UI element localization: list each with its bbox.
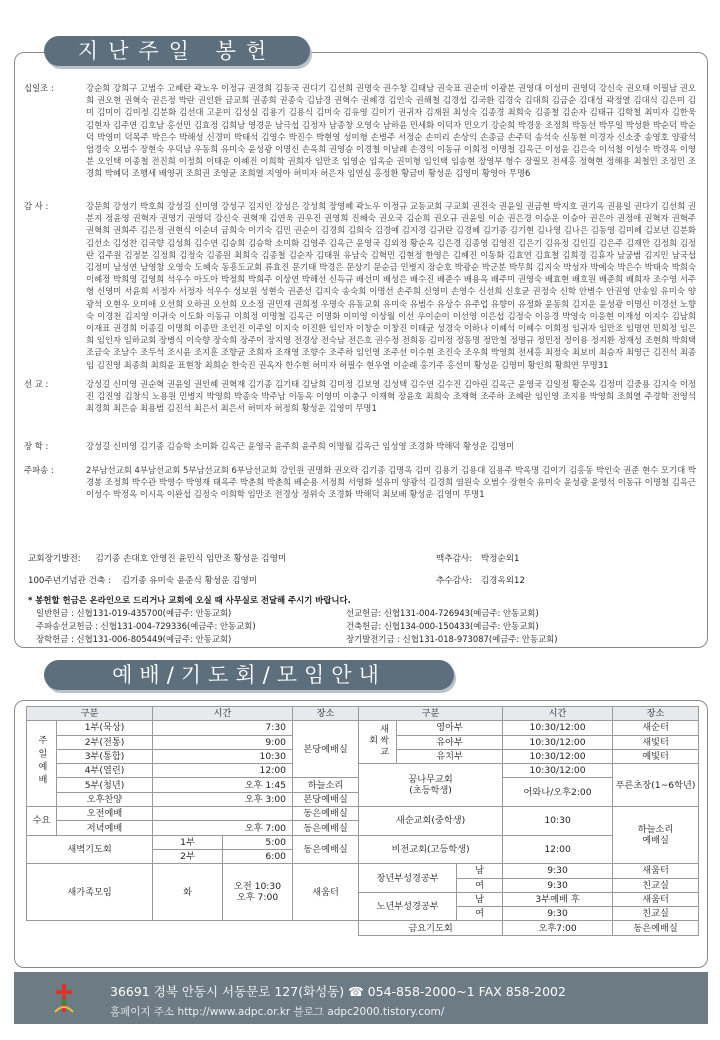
header-category-left: 구분 xyxy=(27,707,153,721)
harvest-row xyxy=(436,552,520,564)
thanksgiving-row xyxy=(436,574,525,586)
infant-time: 10:30/12:00 xyxy=(503,721,613,735)
service-5: 5부(청년) xyxy=(57,778,153,792)
mission-row xyxy=(24,378,704,436)
east-hall-place-2: 동은예배실 xyxy=(293,821,359,835)
centennial-label: 100주년기념관 건축 : xyxy=(28,576,111,586)
senior-male-place: 새움터 xyxy=(613,892,699,906)
toddler-place: 새빛터 xyxy=(613,735,699,749)
table-row xyxy=(27,721,699,735)
adult-female-time: 9:30 xyxy=(503,878,613,892)
new-family-times xyxy=(223,864,293,921)
main-hall-place: 본당예배실 xyxy=(293,721,359,778)
table-row xyxy=(27,921,699,935)
account-scholarship: 장학헌금 : 신협131-006-805449(예금주: 안동교회) xyxy=(36,634,232,644)
header-place-left: 장소 xyxy=(293,707,359,721)
account-building: 건축헌금: 신협134-000-150433(예금주: 안동교회) xyxy=(346,621,539,631)
service-6: 오후찬양 xyxy=(57,792,153,806)
dawn-2: 2부 xyxy=(153,849,223,863)
toddler-time: 10:30/12:00 xyxy=(503,735,613,749)
table-row xyxy=(27,835,699,849)
youth-place-line1: 하늘소리 xyxy=(637,824,674,836)
header-time-left: 시간 xyxy=(153,707,293,721)
centennial-names: 김기종 유미숙 윤준식 황성운 김영미 xyxy=(121,576,258,586)
adult-female: 여 xyxy=(457,878,503,892)
kinder-place: 예빛터 xyxy=(613,749,699,763)
main-hall-place-2: 본당예배실 xyxy=(293,792,359,806)
toddler-dept: 유아부 xyxy=(397,735,503,749)
senior-bible-study: 노년부성경공부 xyxy=(359,892,457,921)
kinder-time: 10:30/12:00 xyxy=(503,749,613,763)
wed-morning: 오전예배 xyxy=(57,807,153,821)
youth-place-line2: 예배실 xyxy=(642,835,669,847)
service-5-time: 오후 1:45 xyxy=(153,778,293,792)
building-fund-label: 교회장기발전: xyxy=(28,554,81,564)
header-category-right: 구분 xyxy=(359,707,503,721)
footer xyxy=(14,972,708,1024)
wed-evening-time: 오후 7:00 xyxy=(153,821,293,835)
dream-church-name: 꿈나무교회 xyxy=(408,774,453,786)
adult-male-place: 새움터 xyxy=(613,864,699,878)
service-1: 1부(묵상) xyxy=(57,721,153,735)
centennial-row xyxy=(28,574,257,586)
adult-male-time: 9:30 xyxy=(503,864,613,878)
sunday-label: 주일예배 xyxy=(27,721,57,807)
offerings-title: 지난주일 봉헌 xyxy=(44,36,310,66)
dream-time-2: 어와나/오후2:00 xyxy=(503,778,613,807)
dispatch-label: 주파송 : xyxy=(24,465,54,475)
dream-place: 푸른초장(1~6학년) xyxy=(613,764,699,807)
friday-prayer: 금요기도회 xyxy=(359,921,503,935)
service-2-time: 9:00 xyxy=(153,735,293,749)
dream-church-sub: (초등학생) xyxy=(409,785,452,797)
wed-evening: 저녁예배 xyxy=(57,821,153,835)
new-family-time-1: 오전 10:30 xyxy=(233,881,282,893)
account-mission: 선교헌금: 신협131-004-726943(예금주: 안동교회) xyxy=(346,608,539,618)
table-row xyxy=(27,764,699,778)
high-school: 비전교회(고등학생) xyxy=(359,835,503,864)
wednesday-label: 수요 xyxy=(27,807,57,836)
middle-school: 새순교회(중학생) xyxy=(359,807,503,836)
table-row xyxy=(27,807,699,821)
thanksgiving-names: 김경옥외12 xyxy=(480,576,525,586)
infant-dept: 영아부 xyxy=(397,721,503,735)
mission-names: 강성길 신미영 권순혁 권윤일 권인혜 권혁재 김기종 김기태 김남희 김미정 김보영 김성택 김수연 김수진 김아린 김옥근 윤영국 김일정 황순옥 김정미 김중용 김지숙 이정진 김진영 김창식 노용원 민병지 박영희 박종숙 박주남 이동옥 이영미 이충구 이재혁 장윤호 최희숙 조재혁 조주하 조혜란 임인영 조지용 박영희 조희열 주경학 전영석 최경희 최은승 최용범 김진석 최은서 최은서 허미자 허정희 황성운 김영미 무명1 xyxy=(86,379,696,414)
scholarship-row xyxy=(24,440,704,456)
footer-address: 36691 경북 안동시 서동문로 127(화성동) ☎ 054-858-2000~1 FAX 858-2002 xyxy=(110,984,566,999)
thanksgiving-label: 추수감사: xyxy=(436,576,473,586)
harvest-label: 맥추감사: xyxy=(436,554,473,564)
senior-male-time: 3부예배 후 xyxy=(503,892,613,906)
service-3-time: 10:30 xyxy=(153,749,293,763)
harvest-names: 박정순외1 xyxy=(480,554,520,564)
building-fund-names: 김기종 손대호 안영진 윤민식 임만조 황성운 김영미 xyxy=(95,554,287,564)
service-3: 3부(통합) xyxy=(57,749,153,763)
high-school-time: 12:00 xyxy=(503,835,613,864)
dawn-1-time: 5:00 xyxy=(223,835,293,849)
new-family: 새가족모임 xyxy=(27,864,153,921)
building-fund-row xyxy=(28,552,286,564)
dawn-1: 1부 xyxy=(153,835,223,849)
mission-label: 선 교 : xyxy=(24,379,49,389)
dream-time-1: 10:30/12:00 xyxy=(503,764,613,778)
senior-female: 여 xyxy=(457,907,503,921)
dawn-prayer: 새벽기도회 xyxy=(27,835,153,864)
youth-place xyxy=(613,807,699,864)
infant-place: 새순터 xyxy=(613,721,699,735)
adult-bible-study: 장년부성경공부 xyxy=(359,864,457,893)
adult-male: 남 xyxy=(457,864,503,878)
new-family-day: 화 xyxy=(153,864,223,921)
kinder-dept: 유치부 xyxy=(397,749,503,763)
service-4: 4부(열린) xyxy=(57,764,153,778)
dream-church xyxy=(359,764,503,807)
account-longterm: 장기발전기금 : 신협131-018-973087(예금주: 안동교회) xyxy=(346,634,558,644)
worship-schedule-table xyxy=(26,706,699,936)
nursery-label: 새싹교회 xyxy=(359,721,397,764)
empty-cell xyxy=(27,921,359,935)
tithe-label: 십일조 : xyxy=(24,83,54,93)
table-row xyxy=(27,864,699,878)
service-6-time: 오후 3:00 xyxy=(153,792,293,806)
account-dispatch: 주파송선교헌금 : 신협131-004-729336(예금주: 안동교회) xyxy=(36,621,256,631)
senior-female-time: 9:30 xyxy=(503,907,613,921)
dawn-2-time: 6:00 xyxy=(223,849,293,863)
service-1-time: 7:30 xyxy=(153,721,293,735)
table-header-row xyxy=(27,707,699,721)
thanks-row xyxy=(24,200,704,370)
online-offering-notice: * 봉헌할 헌금은 온라인으로 드리거나 교회에 오실 때 사무실로 전달해 주시기 바랍니다. xyxy=(28,595,351,605)
worship-title: 예배/기도회/모임안내 xyxy=(44,660,454,690)
scholarship-names: 강성길 신미영 김기종 김승학 소미화 김옥근 윤영국 윤주희 윤주희 이명월 김옥근 임성영 조경화 박해덕 황성운 김영미 xyxy=(86,441,515,451)
hanuel-place: 하늘소리 xyxy=(293,778,359,792)
thanks-label: 감 사 : xyxy=(24,201,49,211)
new-family-time-2: 오후 7:00 xyxy=(236,892,279,904)
friday-place: 동은예배실 xyxy=(613,921,699,935)
scholarship-label: 장 학 : xyxy=(24,441,49,451)
friday-time: 오후7:00 xyxy=(503,921,613,935)
middle-school-time: 10:30 xyxy=(503,807,613,836)
dispatch-row xyxy=(24,464,704,514)
thanks-names: 강문희 강성기 박호희 강성길 신미영 강성구 김지인 강성은 강성희 장영혜 곽노우 이정규 교동교회 구교회 권진숙 권윤일 권금현 박지호 권기옥 권용일 권다기 김선희 권분지 정윤영 권혁자 권영기 권영덕 강신숙 권혁재 김연욱 권우진 권영희 진혜숙 권오국 김순희 권오규 권윤일 이순 권은경 이승운 이승아 권은아 권정애 권혁자 권혁주 권혁희 권희주 김은정 권현식 이순녀 금희숙 이기숙 김민 권순이 김경희 김희숙 김경예 김지경 김귀란 김경혜 김기종 김기현 김나영 김나은 김동영 김미혜 김보년 김분화 김선소 김성찬 김국향 김성희 김수연 김승희 김승학 소미화 김영주 김옥근 윤영국 김외정 황순옥 김은경 김종영 김영진 김은기 김유정 김인길 김은주 김재만 김정희 김정란 김주원 김정분 김정희 김정숙 김종원 최희숙 김종철 김순자 김태원 유남숙 김혁민 김현정 한영은 김혜진 이동화 김효연 김효철 김희경 김휴자 남궁범 김지민 남국섭 김정미 남성연 남영창 오영숙 도혜숙 동흥도교회 류효진 문기태 박경은 문상기 문순금 민병지 장순호 박광순 박군분 박무희 김지숙 박성자 박예숙 박은수 박태숙 박희숙 이혜정 박희영 김영희 석우수 아도아 박정희 박희주 이상연 박해선 신득규 배선미 배성은 배수진 배준수 배용옥 배주미 권영숙 배효현 배호원 배준희 배희자 조수영 서주형 신영미 서윤희 서정자 서정자 석우수 성보원 성현숙 권준선 김지숙 송숙희 이명선 손주희 신영미 손영수 신선희 신호균 권정숙 신학 안병수 안권영 안송일 유미숙 양광석 오현우 오미애 오선희 오하권 오선희 오소정 권민재 권희정 우명숙 유동교회 유미숙 유범수 유상수 유주업 유향이 유정화 윤동희 김지운 윤성광 이명신 이경선 노향숙 이경천 김지영 이귀숙 이도화 이동규 이희정 이명철 김옥근 이명화 이미영 이상월 이선 우이순이 이선영 이은섭 김정숙 이응경 박영숙 이응현 이재성 이지수 김남희 이재표 권경희 이종길 이명희 이종만 조인진 이주일 이지숙 이진환 임인자 이창순 이창진 이태균 성경숙 이하나 이혜석 이혜수 이희정 임귀자 임만조 임명연 민희정 임은희 임인자 임하교회 장병식 이숙향 장숙희 장주이 장지영 전경상 전숙남 전은호 권수정 전희동 김미정 정동명 정만철 정명규 정민정 정이용 정지환 정재성 조현희 박희택 조금숙 조남수 조두석 조시윤 조지훈 조향균 조희자 조재영 조향수 조주하 임인영 조주선 이수현 조진숙 조우희 박영희 전세홍 최정숙 최보비 최승자 최영근 김진석 최종임 김진영 최종희 최희윤 표현창 최희순 한숙진 권옥자 한수현 허미자 허필수 현우열 이순례 홍기주 홍선미 황성운 김영미 황인희 황희연 무명31 xyxy=(86,201,696,370)
adult-female-place: 친교실 xyxy=(613,878,699,892)
footer-website: 홈페이지 주소 http://www.adpc.or.kr 블로그 adpc2000.tistory.com/ xyxy=(110,1006,445,1018)
saeumteo-place: 새움터 xyxy=(293,864,359,921)
senior-male: 남 xyxy=(457,892,503,906)
dispatch-names: 2부남선교회 4부남선교회 5부남선교회 6부남선교회 강인원 권명화 권오락 김기종 김명옥 김미 김용기 김용대 김용주 박옥명 김이기 김홍동 박인숙 권준 현수 모기대 박경봉 조정희 박수관 박영수 박영재 태옥주 박춘희 박춘희 배순용 서정희 서영화 설유미 양광석 김경희 염원숙 오범수 장현숙 유미숙 윤성광 윤영석 이동규 이명철 김옥근 이성수 박정옥 이시옥 이완섭 김정숙 이희학 임만조 전경상 정위숙 조경화 박해덕 최보배 황성운 김영미 무명1 xyxy=(86,465,696,500)
senior-female-place: 친교실 xyxy=(613,907,699,921)
service-2: 2부(전통) xyxy=(57,735,153,749)
east-hall-place-3: 동은예배실 xyxy=(293,835,359,864)
header-place-right: 장소 xyxy=(613,707,699,721)
east-hall-place: 동은예배실 xyxy=(293,807,359,821)
service-4-time: 12:00 xyxy=(153,764,293,778)
account-general: 일반헌금 : 신협131-019-435700(예금주: 안동교회) xyxy=(36,608,232,618)
tithe-names: 강순희 강희구 고범수 고혜란 곽노우 이정규 권경희 김동국 권디기 김선희 권명숙 권수창 김태남 권숙표 권순비 이광분 권영대 이성미 권영덕 강신숙 권오태 이필남 권오희 권오현 권혁숙 권은정 박란 권인환 금교희 권종희 권종숙 김남경 권혁수 권혜경 김인숙 권해철 김경섭 김국환 김경숙 김대희 김금순 김대성 곽정열 김대식 김은미 김미 김미이 김미정 김분화 김선대 고운미 김성실 김용기 김용식 김미숙 김유영 김이기 권귀자 김재원 최성숙 김종경 최희숙 김종철 김순자 김태규 김학철 최미자 김한욱 김현자 김주연 김호남 홍선민 김효정 김희남 영경운 남극섭 김정자 남종창 오영숙 남하윤 민세화 이덕자 민오기 강순희 박경웅 조정희 박동선 박무일 박성환 박순덕 박순덕 박영미 덕목주 박은수 박해성 신경미 박태석 김영수 박진수 박현영 성미형 손병주 서정순 손미리 손상익 손종금 손주덕 송석숙 신동현 이경자 신소중 송영호 양광석 엄경숙 오범수 장현숙 우덕남 우동희 유미숙 윤성광 이명신 손옥희 권영승 이경철 이남례 손경익 이동규 이희정 이명철 김옥근 이성윤 김은숙 이석철 이성수 박경옥 이영분 오인택 이종철 전진희 이정희 이태운 이혜진 이희학 권희자 임만조 임영순 임옥순 권미형 임인택 임송현 장영부 형수 장필모 전세홍 정혁현 정해용 최철민 조정민 조경희 박혜덕 조행세 배영귀 조희권 조영균 조희열 지영아 허미자 허은자 임연심 홍정환 황금비 황성운 김영미 황영아 무명6 xyxy=(86,83,696,179)
header-time-right: 시간 xyxy=(503,707,613,721)
church-cross-logo-icon xyxy=(52,982,76,1014)
wed-morning-time xyxy=(153,807,293,821)
